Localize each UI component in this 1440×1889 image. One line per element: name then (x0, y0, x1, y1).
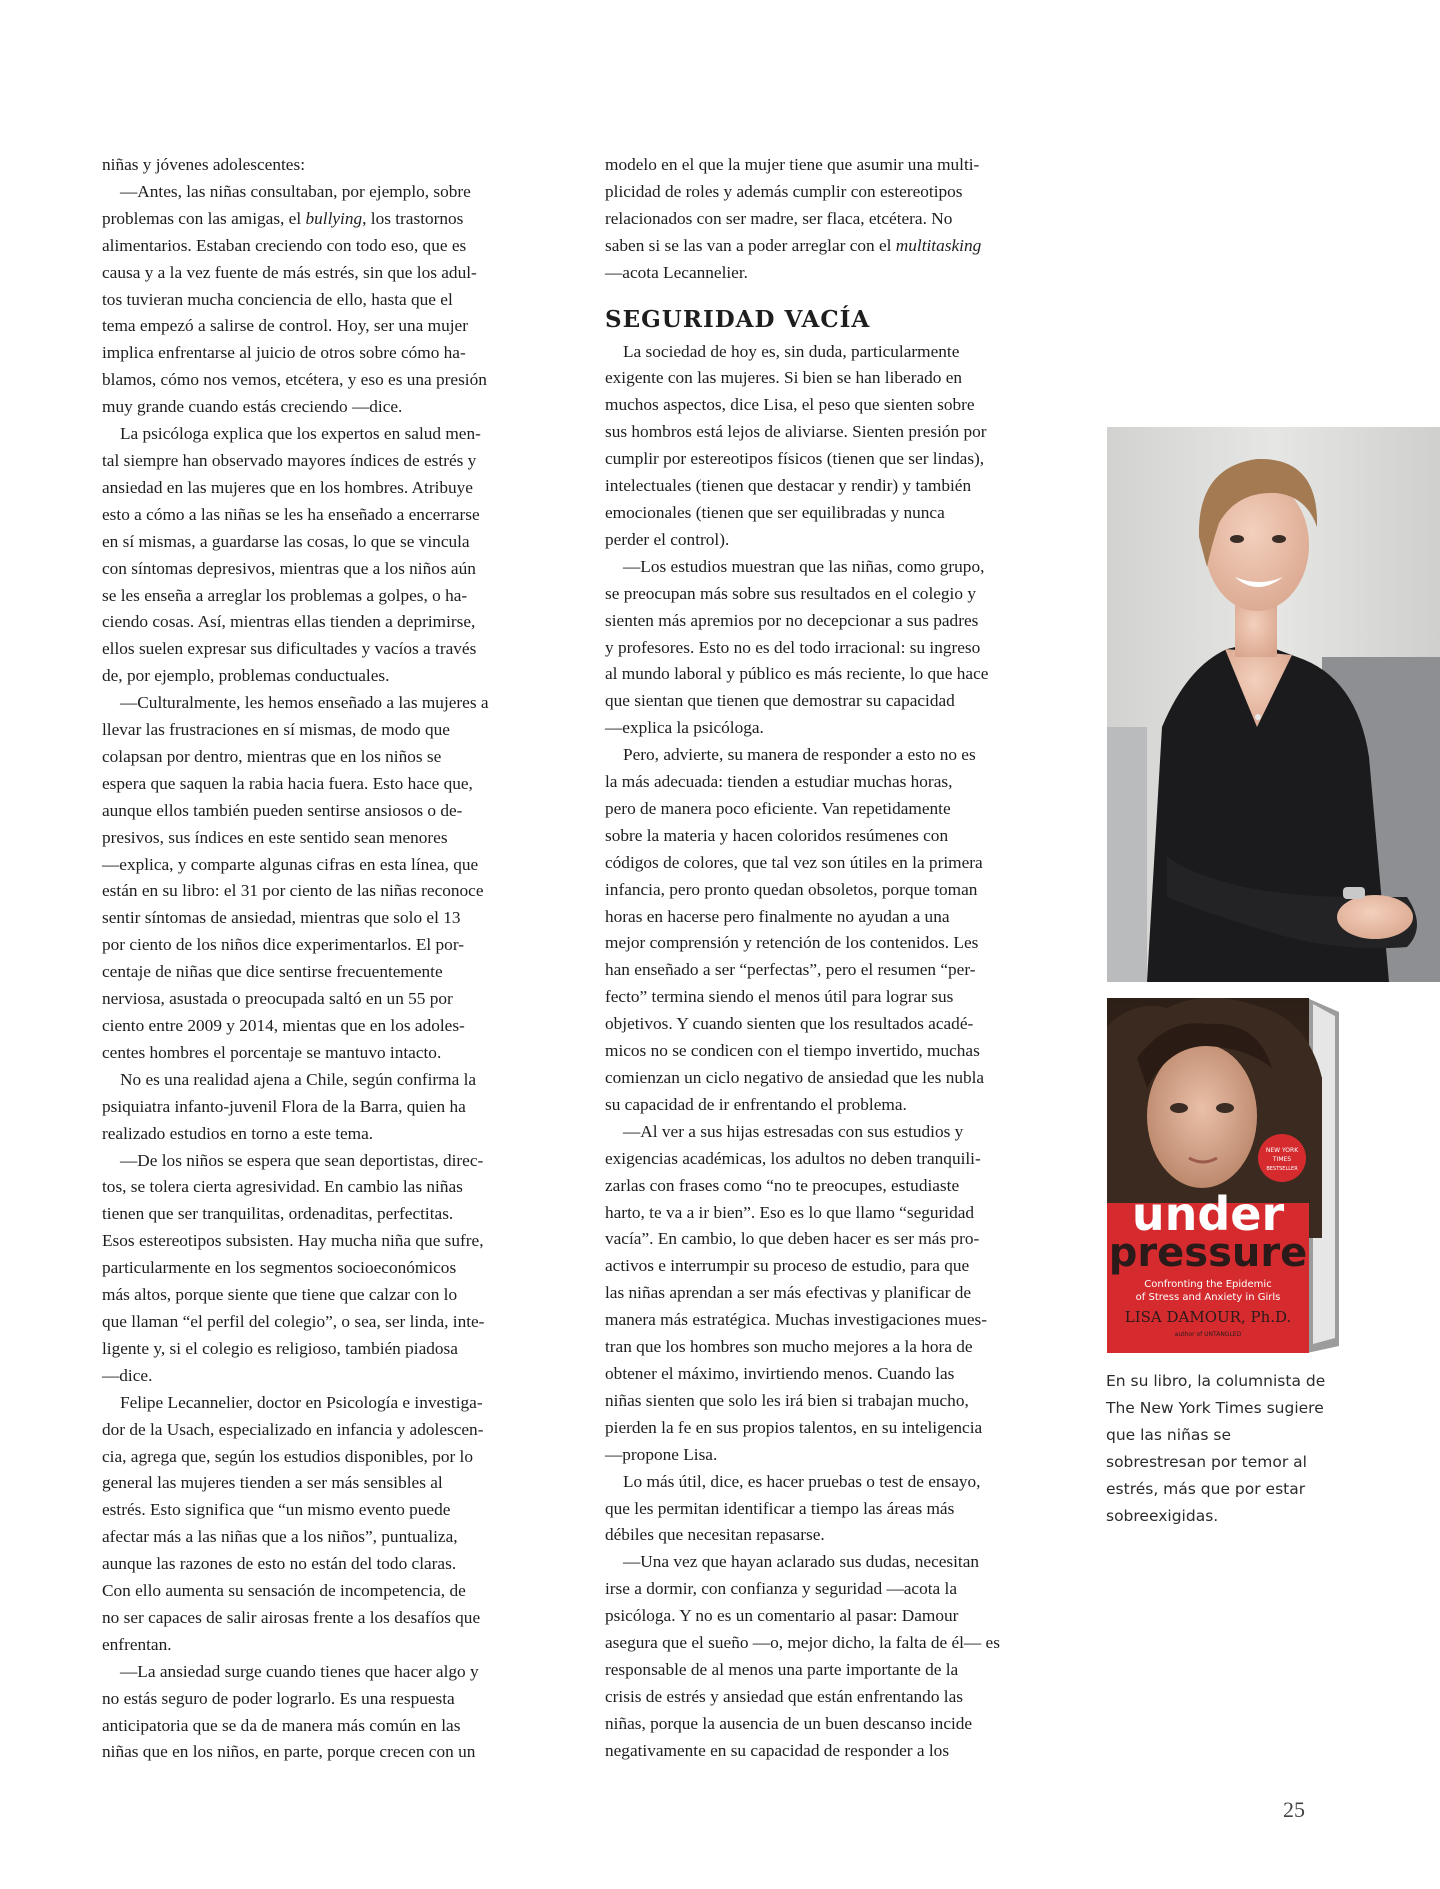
text-line: tos, se tolera cierta agresividad. En cambio las niñas (102, 1177, 463, 1197)
text-line: modelo en el que la mujer tiene que asumir una multi- (605, 155, 980, 174)
text-line: Con ello aumenta su sensación de incompetencia, de (102, 1581, 466, 1601)
text-line: —acota Lecannelier. (605, 262, 748, 282)
text-line: asegura que el sueño —o, mejor dicho, la falta de él— es (605, 1633, 1000, 1653)
text-line: que llaman “el perfil del colegio”, o sea, ser linda, inte- (102, 1311, 485, 1331)
text-line: con síntomas depresivos, mientras que a los niños aún (102, 558, 476, 578)
text-line: se preocupan más sobre sus resultados en el colegio y (605, 583, 976, 603)
text-line: sobre la materia y hacen coloridos resúmenes con (605, 825, 949, 845)
text-line: infancia, pero pronto quedan obsoletos, porque toman (605, 879, 978, 899)
text-line: psiquiatra infanto-juvenil Flora de la Barra, quien ha (102, 1096, 466, 1116)
text-line: obtener el máximo, invirtiendo menos. Cuando las (605, 1363, 955, 1383)
text-line: La sociedad de hoy es, sin duda, particularmente (623, 341, 960, 361)
text-line: y profesores. Esto no es del todo irracional: su ingreso (605, 637, 981, 657)
page-number: 25 (1283, 1797, 1305, 1822)
text-line: saben si se las van a poder arreglar con el multitasking (605, 235, 982, 255)
book-subtitle-2: of Stress and Anxiety in Girls (1135, 1292, 1281, 1303)
text-line: —dice. (102, 1365, 153, 1385)
image-caption: En su libro, la columnista de The New York Times sugiere que las niñas se sobrestresan por temor al estrés, más que por estar sobreexigidas. (1106, 1372, 1326, 1525)
text-line: sienten más apremios por no decepcionar a sus padres (605, 610, 979, 630)
text-line: estrés. Esto significa que “un mismo evento puede (102, 1500, 451, 1520)
text-line: tienen que ser tranquilitas, ordenaditas, perfectitas. (102, 1204, 454, 1224)
text-line: códigos de colores, que tal vez son útiles en la primera (605, 852, 983, 872)
text-line: han enseñado a ser “perfectas”, pero el resumen “per- (605, 960, 976, 980)
text-line: están en su libro: el 31 por ciento de las niñas reconoce (102, 881, 484, 901)
text-line: —Culturalmente, les hemos enseñado a las mujeres a (120, 693, 489, 713)
text-line: su capacidad de ir enfrentando el problema. (605, 1094, 907, 1114)
author-photo (1107, 427, 1440, 982)
text-line: cumplir por estereotipos físicos (tienen que ser lindas), (605, 449, 985, 469)
text-line: Pero, advierte, su manera de responder a esto no es (623, 745, 976, 765)
text-line: —De los niños se espera que sean deportistas, direc- (120, 1150, 484, 1170)
text-line: realizado estudios en torno a este tema. (102, 1123, 374, 1143)
text-line: —propone Lisa. (605, 1444, 718, 1464)
column-right-body (605, 339, 1085, 1765)
text-line: causa y a la vez fuente de más estrés, sin que los adul- (102, 262, 477, 282)
article-column-right (605, 152, 1085, 1765)
text-line: tos tuvieran mucha conciencia de ello, hasta que el (102, 289, 453, 309)
badge-text-2: TIMES (1272, 1156, 1292, 1163)
text-line: Felipe Lecannelier, doctor en Psicología e investiga- (120, 1392, 483, 1412)
text-line: exigente con las mujeres. Si bien se han liberado en (605, 368, 963, 388)
text-line: tran que los hombres son mucho mejores a la hora de (605, 1337, 973, 1357)
text-line: exigencias académicas, los adultos no deben tranquili- (605, 1148, 981, 1168)
text-line: sus hombros está lejos de aliviarse. Sienten presión por (605, 422, 987, 442)
text-line: perder el control). (605, 529, 730, 549)
book-title-under: under (1131, 1187, 1285, 1241)
text-line: —Al ver a sus hijas estresadas con sus estudios y (623, 1121, 964, 1141)
text-line: en sí mismas, a guardarse las cosas, lo que se vincula (102, 531, 470, 551)
text-line: emocionales (tienen que ser equilibradas y nunca (605, 502, 945, 522)
text-line: enfrentan. (102, 1634, 172, 1654)
text-line: la más adecuada: tienden a estudiar muchas horas, (605, 772, 953, 792)
text-line: horas en hacerse pero finalmente no ayudan a una (605, 906, 950, 926)
text-line: problemas con las amigas, el bullying, los trastornos (102, 208, 464, 228)
article-column-left (102, 152, 582, 1766)
text-line: —La ansiedad surge cuando tienes que hacer algo y (120, 1661, 479, 1681)
text-line: mejor comprensión y retención de los contenidos. Les (605, 933, 979, 953)
text-line: no estás seguro de poder lograrlo. Es una respuesta (102, 1688, 455, 1708)
text-line: —Los estudios muestran que las niñas, como grupo, (623, 556, 985, 576)
text-line: responsable de al menos una parte importante de la (605, 1659, 959, 1679)
text-line: ansiedad en las mujeres que en los hombres. Atribuye (102, 477, 473, 497)
text-line: ciendo cosas. Así, mientras ellas tienden a deprimirse, (102, 612, 476, 632)
text-line: negativamente en su capacidad de responder a los (605, 1740, 950, 1760)
book-cover (1107, 998, 1339, 1353)
book-author: LISA DAMOUR, Ph.D. (1124, 1308, 1292, 1326)
text-line: general las mujeres tienden a ser más sensibles al (102, 1473, 443, 1493)
text-line: Lo más útil, dice, es hacer pruebas o test de ensayo, (623, 1471, 981, 1491)
text-line: cia, agrega que, según los estudios disponibles, por lo (102, 1446, 473, 1466)
text-line: niñas sienten que solo les irá bien si trabajan mucho, (605, 1390, 969, 1410)
text-line: —explica, y comparte algunas cifras en esta línea, que (102, 854, 479, 874)
text-line: niñas que en los niños, en parte, porque crecen con un (102, 1742, 476, 1762)
text-line: crisis de estrés y ansiedad que están enfrentando las (605, 1686, 963, 1706)
text-line: más altos, porque siente que tiene que calzar con lo (102, 1285, 458, 1305)
text-line: nerviosa, asustada o preocupada saltó en un 55 por (102, 989, 453, 1009)
text-line: La psicóloga explica que los expertos en salud men- (120, 424, 481, 444)
text-line: no ser capaces de salir airosas frente a los desafíos que (102, 1607, 481, 1627)
text-line: las niñas aprendan a ser más efectivas y planificar de (605, 1283, 972, 1303)
text-line: por ciento de los niños dice experimentarlos. El por- (102, 935, 464, 955)
text-line: esto a cómo a las niñas se les ha enseñado a encerrarse (102, 504, 480, 524)
badge-text-3: BESTSELLER (1266, 1166, 1298, 1172)
text-line: fecto” termina siendo el menos útil para lograr sus (605, 987, 954, 1007)
text-line: muchos aspectos, dice Lisa, el peso que sienten sobre (605, 395, 975, 415)
text-line: —Antes, las niñas consultaban, por ejemplo, sobre (120, 181, 471, 201)
text-line: ellos suelen expresar sus dificultades y vacíos a través (102, 639, 477, 659)
text-line: que les permitan identificar a tiempo las áreas más (605, 1498, 955, 1518)
text-line: plicidad de roles y además cumplir con estereotipos (605, 181, 963, 201)
book-author-note: author of UNTANGLED (1174, 1331, 1242, 1338)
text-line: aunque ellos también pueden sentirse ansiosos o de- (102, 800, 463, 820)
text-line: tal siempre han observado mayores índices de estrés y (102, 450, 477, 470)
text-line: ligente y, si el colegio es religioso, también piadosa (102, 1338, 458, 1358)
text-line: implica enfrentarse al juicio de otros sobre cómo ha- (102, 343, 466, 363)
text-line: irse a dormir, con confianza y seguridad —acota la (605, 1579, 957, 1599)
text-line: particularmente en los segmentos socioeconómicos (102, 1258, 457, 1278)
text-line: zarlas con frases como “no te preocupes, estudiaste (605, 1175, 960, 1195)
section-subheading: SEGURIDAD VACÍA (605, 305, 871, 333)
text-line: al mundo laboral y público es más reciente, lo que hace (605, 664, 989, 684)
text-line: —explica la psicóloga. (605, 718, 764, 738)
text-line: relacionados con ser madre, ser flaca, etcétera. No (605, 208, 953, 228)
text-line: niñas y jóvenes adolescentes: (102, 155, 305, 174)
book-subtitle-1: Confronting the Epidemic (1144, 1279, 1272, 1290)
text-line: blamos, cómo nos vemos, etcétera, y eso es una presión (102, 370, 487, 390)
text-line: manera más estratégica. Muchas investigaciones mues- (605, 1310, 987, 1330)
text-line: comienzan un ciclo negativo de ansiedad que les nubla (605, 1068, 985, 1087)
text-line: que sientan que tienen que demostrar su capacidad (605, 691, 955, 711)
badge-text-1: NEW YORK (1265, 1147, 1299, 1154)
text-line: activos e interrumpir su proceso de estudio, para que (605, 1256, 970, 1276)
author-portrait-illustration (1107, 427, 1440, 982)
text-line: centaje de niñas que dice sentirse frecuentemente (102, 962, 443, 982)
text-line: afectar más a las niñas que a los niños”, puntualiza, (102, 1527, 458, 1547)
text-line: ciento entre 2009 y 2014, mientas que en los adoles- (102, 1016, 465, 1035)
text-line: —Una vez que hayan aclarado sus dudas, necesitan (623, 1552, 980, 1572)
text-line: llevar las frustraciones en sí mismas, de modo que (102, 720, 450, 740)
text-line: débiles que necesitan repasarse. (605, 1525, 825, 1545)
text-line: sentir síntomas de ansiedad, mientras que solo el 13 (102, 908, 461, 928)
text-line: alimentarios. Estaban creciendo con todo eso, que es (102, 235, 467, 255)
text-line: micos no se condicen con el tiempo invertido, muchas (605, 1041, 980, 1061)
text-line: No es una realidad ajena a Chile, según confirma la (120, 1069, 477, 1089)
book-cover-art (1107, 998, 1339, 1353)
column-right-intro (605, 152, 1085, 287)
text-line: anticipatoria que se da de manera más común en las (102, 1715, 461, 1735)
text-line: tema empezó a salirse de control. Hoy, ser una mujer (102, 316, 468, 336)
text-line: vacía”. En cambio, lo que deben hacer es ser más pro- (605, 1229, 980, 1249)
text-line: centes hombres el porcentaje se mantuvo intacto. (102, 1042, 442, 1062)
text-line: aunque las razones de esto no están del todo claras. (102, 1554, 457, 1574)
text-line: niñas, porque la ausencia de un buen descanso incide (605, 1713, 973, 1733)
text-line: presivos, sus índices en este sentido sean menores (102, 827, 448, 847)
text-line: dor de la Usach, especializado en infancia y adolescen- (102, 1419, 484, 1439)
text-line: colapsan por dentro, mientras que en los niños se (102, 746, 442, 766)
text-line: muy grande cuando estás creciendo —dice. (102, 397, 403, 417)
text-line: de, por ejemplo, problemas conductuales. (102, 666, 390, 686)
text-line: objetivos. Y cuando sienten que los resultados acadé- (605, 1014, 974, 1034)
text-line: pero de manera poco eficiente. Van repetidamente (605, 798, 951, 818)
text-line: pierden la fe en sus propios talentos, en su inteligencia (605, 1417, 983, 1437)
text-line: Esos estereotipos subsisten. Hay mucha niña que sufre, (102, 1231, 484, 1251)
text-line: se les enseña a arreglar los problemas a golpes, o ha- (102, 585, 468, 605)
text-line: harto, te va a ir bien”. Eso es lo que llamo “seguridad (605, 1202, 975, 1222)
text-line: espera que saquen la rabia hacia fuera. Esto hace que, (102, 773, 473, 793)
text-line: psicóloga. Y no es un comentario al pasar: Damour (605, 1606, 959, 1626)
text-line: intelectuales (tienen que destacar y rendir) y también (605, 476, 972, 496)
book-title-pressure: pressure (1108, 1230, 1308, 1276)
